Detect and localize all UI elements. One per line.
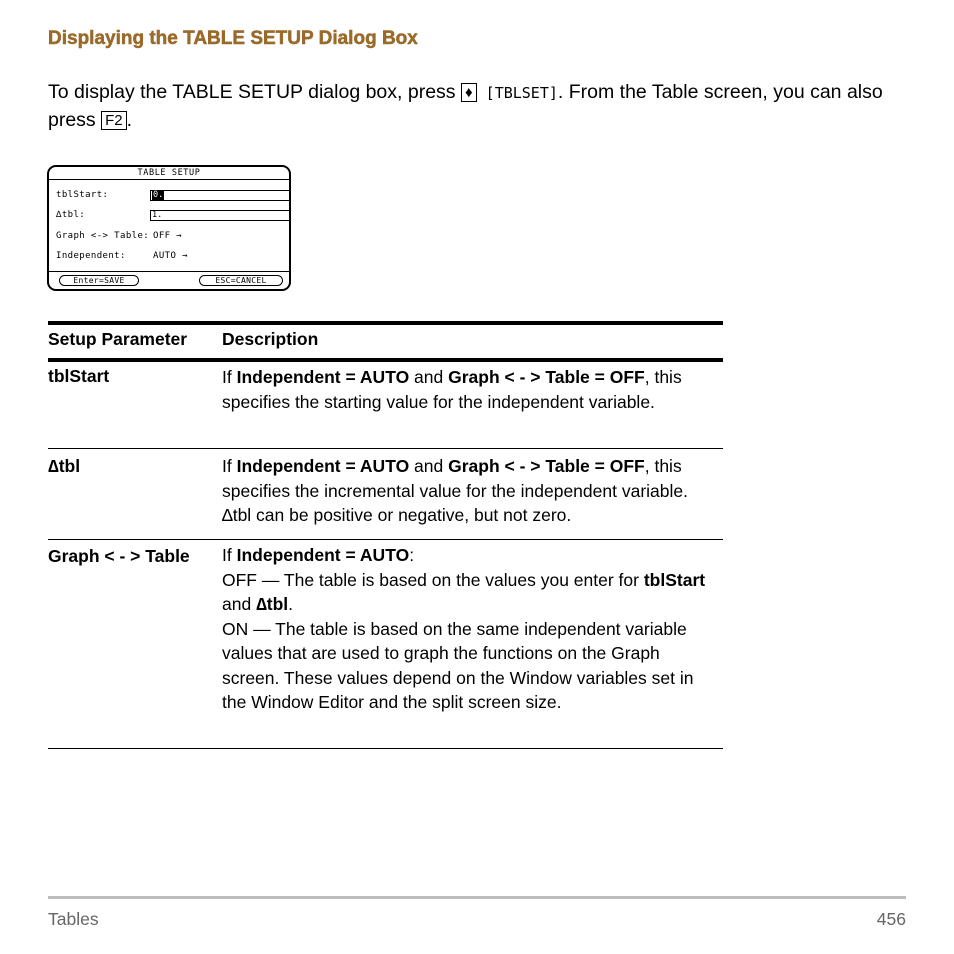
desc-line-on: ON — The table is based on the same independent variable values that are used to graph the functions on the Graph screen. These values depend on the Window variables set in the Window Editor and the split screen size. [222,618,694,712]
section-heading: Displaying the TABLE SETUP Dialog Box [48,28,418,49]
desc-text: , [644,367,650,387]
desc-bold: Independent = AUTO [236,456,410,476]
bracket-close: ] [548,84,558,102]
esc-cancel-button: ESC=CANCEL [199,275,283,286]
row-divider [48,539,723,540]
page-number: 456 [876,909,906,929]
footer-divider [49,271,289,272]
intro-text-middle: . From the Table screen, you can also press [48,81,883,131]
desc-text: OFF — The table is based on the values you enter for [222,569,644,590]
desc-text: and [409,456,449,476]
tblstart-field [150,190,291,201]
header-setup-parameter: Setup Parameter [48,329,188,349]
dtbl-field [150,210,291,221]
desc-text: and [222,594,257,614]
header-description: Description [222,329,319,349]
param-dtbl: ∆tbl [48,456,81,476]
desc-bold: Graph < - > Table = OFF [448,367,645,387]
desc-text: and [409,367,449,387]
desc-tblstart [222,365,722,414]
desc-bold: Independent = AUTO [236,367,410,387]
desc-bold: Independent = AUTO [236,545,410,565]
footer-rule [48,896,906,899]
dtbl-value: 1. [152,210,163,220]
diamond-key: ♦ [461,83,477,102]
tblstart-value: 0. [153,190,164,200]
table-bottom-rule [48,748,723,749]
desc-text: this specifies the incremental value for the independent variable. ∆tbl can be positive or negative, but not zero. [222,456,688,525]
table-header-rule [48,358,723,362]
calculator-screenshot [47,165,291,291]
tblstart-label: tblStart: [56,190,109,200]
param-tblstart: tblStart [48,366,110,386]
desc-text: this specifies the starting value for the independent variable. [222,367,682,412]
desc-graph-table [222,543,722,715]
desc-text: : [409,545,415,565]
dtbl-label: ∆tbl: [56,210,86,220]
bracket-open: [ [476,84,495,102]
desc-line-off [222,568,722,617]
dialog-title: TABLE SETUP [137,168,201,178]
title-divider [49,179,289,180]
desc-text: If [222,367,237,387]
tblset-key: TBLSET [494,84,549,102]
intro-text-end: . [126,109,133,131]
desc-text: If [222,456,237,476]
desc-line-if [222,543,722,568]
graph-table-value: OFF → [153,231,183,241]
intro-text-before: To display the TABLE SETUP dialog box, press [48,81,461,103]
intro-paragraph [48,79,908,134]
desc-text: If [222,545,237,565]
footer-section: Tables [48,909,99,929]
graph-table-label: Graph <-> Table: [56,231,150,241]
desc-dtbl [222,454,722,528]
independent-label: Independent: [56,251,126,261]
desc-bold: ∆tbl [256,594,289,614]
f2-key: F2 [101,111,127,130]
param-graph-table: Graph < - > Table [48,546,190,566]
desc-bold: tblStart [643,569,706,590]
desc-bold: Graph < - > Table = OFF [448,456,645,476]
row-divider [48,448,723,449]
enter-save-button: Enter=SAVE [59,275,139,286]
independent-value: AUTO → [153,251,188,261]
desc-text: . [288,594,294,614]
table-top-rule [48,321,723,325]
desc-text: , [644,456,650,476]
